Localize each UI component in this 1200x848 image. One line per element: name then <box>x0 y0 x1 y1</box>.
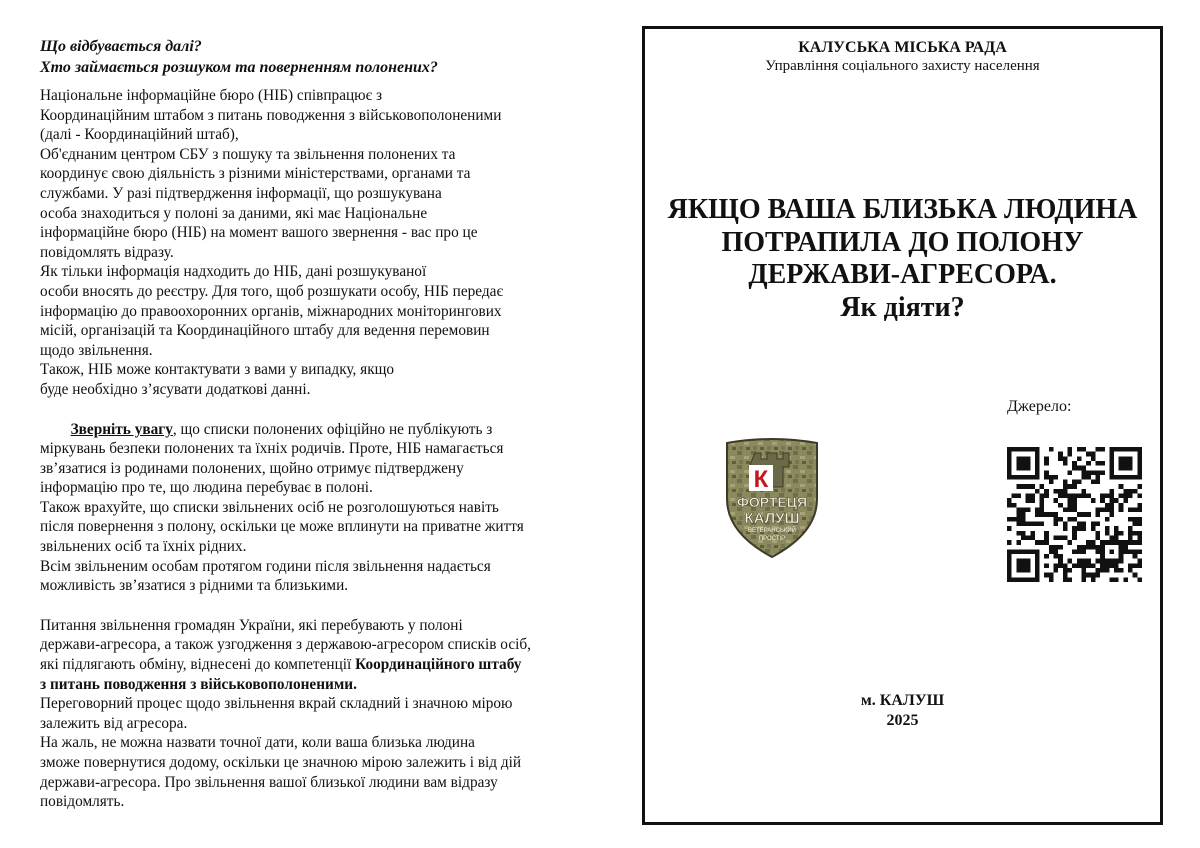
exchange-text: Питання звільнення громадян України, які перебувають у полоні держави-агресора, а також узгодження з державою-агресором списків осіб, які підлягають обміну, віднесені до компетенції <box>40 616 531 674</box>
paragraph-sbu: Об'єднаним центром СБУ з пошуку та звільнення полонених та координує свою діяльність з різними міністерствами, органами та службами. У разі підтвердження інформації, що розшукувана особа знаходиться у полоні за даними, які має Національне інформаційне бюро (НІБ) на момент вашого звернення - вас про це повідомлять відразу. <box>40 145 478 261</box>
headline-line-4: Як діяти? <box>840 291 965 323</box>
source-label: Джерело: <box>1007 398 1072 415</box>
department-title: Управління соціального захисту населення <box>765 58 1040 74</box>
question-1: Що відбувається далі? <box>40 38 202 55</box>
paragraph-negotiation: Переговорний процес щодо звільнення вкрай складний і значною мірою залежить від агресора. <box>40 695 513 732</box>
council-title: КАЛУСЬКА МІСЬКА РАДА <box>798 39 1007 56</box>
left-page <box>40 36 600 812</box>
logo-line-3: ВЕТЕРАНСЬКИЙ <box>748 528 796 534</box>
paragraph-contact: Також, НІБ може контактувати з вами у випадку, якщо буде необхідно з’ясувати додаткові данні. <box>40 361 395 398</box>
paragraph-released-lists: Також врахуйте, що списки звільнених осіб не розголошуються навіть після повернення з полону, оскільки це може вплинути на приватне життя звільнених осіб та їхніх рідних. <box>40 498 524 556</box>
paragraph-return-date: На жаль, не можна назвати точної дати, коли ваша близька людина зможе повернутися додому, оскільки це значною мірою залежить і від дій держави-агресора. Про звільнення вашої близької людини вам відразу повідомлять. <box>40 734 522 811</box>
question-2: Хто займається розшуком та поверненням полонених? <box>40 59 438 76</box>
paragraph-exchange <box>40 616 600 694</box>
qr-code-icon[interactable] <box>1007 447 1142 582</box>
paragraph-released-contact: Всім звільненим особам протягом години після звільнення надається можливість зв’язатися з рідними та близькими. <box>40 557 491 595</box>
city-label: м. КАЛУШ <box>860 692 945 709</box>
logo-line-4: ПРОСТІР <box>758 536 786 542</box>
headline-line-2: ПОТРАПИЛА ДО ПОЛОНУ <box>721 226 1084 258</box>
year-label: 2025 <box>886 712 919 729</box>
logo-line-1: ФОРТЕЦЯ <box>736 494 808 510</box>
paragraph-register: Як тільки інформація надходить до НІБ, дані розшукуваної особи вносять до реєстру. Для того, щоб розшукати особу, НІБ передає інформацію до правоохоронних органів, міжнародних моніторингових місій, організацій та Координаційного штабу для ведення перемовин щодо звільнення. <box>40 263 504 359</box>
exchange-bold: Координаційного штабу з питань поводження з військовополоненими. <box>40 656 522 693</box>
paragraph-nib: Національне інформаційне бюро (НІБ) співпрацює з Координаційним штабом з питань поводження з військовополоненими (далі - Координаційний штаб), <box>40 87 502 144</box>
attention-label: Зверніть увагу <box>70 420 173 438</box>
fortress-shield-logo <box>723 437 821 559</box>
headline-line-3: ДЕРЖАВИ-АГРЕСОРА. <box>748 259 1057 290</box>
headline-line-1: ЯКЩО ВАША БЛИЗЬКА ЛЮДИНА <box>667 194 1138 225</box>
logo-line-2: КАЛУШ <box>744 510 800 527</box>
logo-letter: К <box>753 466 769 493</box>
attention-text: , що списки полонених офіційно не публікують з міркувань безпеки полонених та їхніх родичів. Проте, НІБ намагається зв’язатися із родинами полонених, щойно отримує підтверджену інформацію про те, що людина перебуває в полоні. <box>40 420 504 497</box>
headline <box>645 194 1160 324</box>
cover-page <box>642 26 1163 825</box>
paragraph-attention <box>40 420 600 498</box>
